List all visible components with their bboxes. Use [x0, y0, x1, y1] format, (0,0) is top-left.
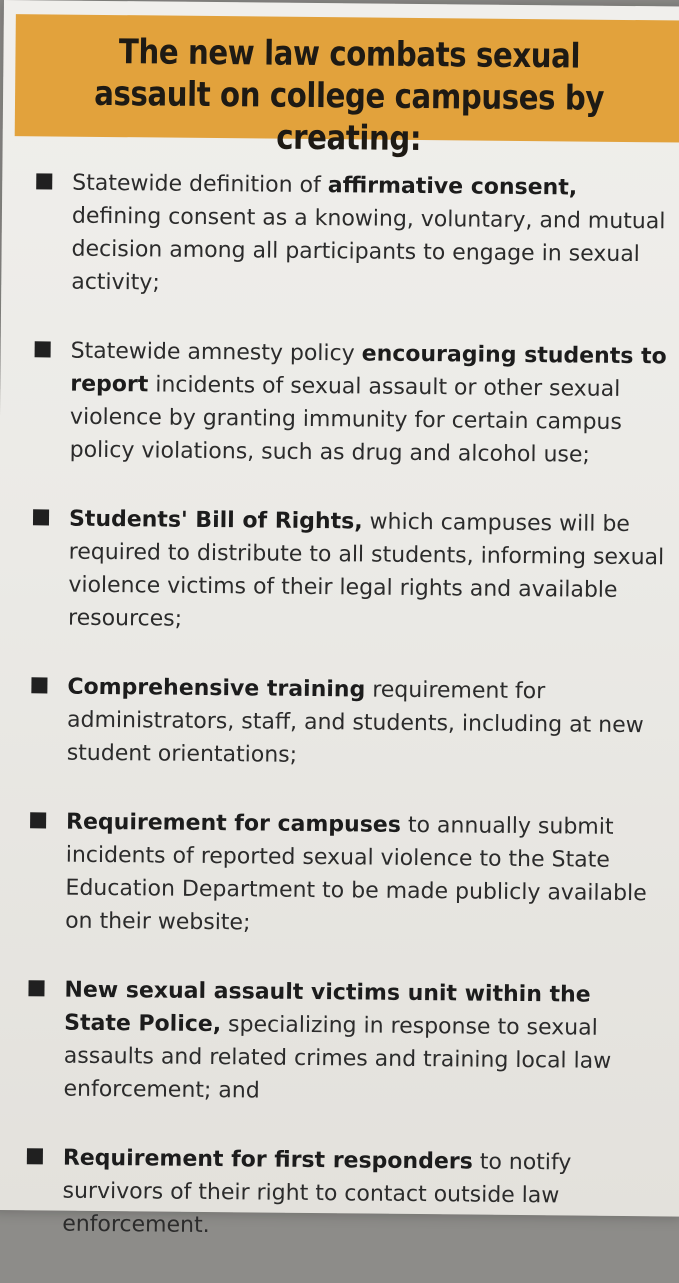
list-item [31, 166, 672, 304]
item-text-bold: Requirement for first responders [63, 1146, 473, 1175]
item-text-post: which campuses will be required to distribute to all students, informing sexual violence victims of their legal rights and available resources; [68, 509, 664, 631]
item-text-post: to annually submit incidents of reported sexual violence to the State Education Department to be made publicly available on their website; [65, 813, 647, 936]
list-item [30, 334, 671, 472]
list-item [28, 502, 669, 640]
item-text-post: to notify survivors of their right to contact outside law enforcement. [62, 1150, 571, 1238]
item-text-post: defining consent as a knowing, voluntary, and mutual decision among all participants to engage in sexual activity; [71, 204, 665, 296]
provisions-list [22, 166, 673, 1282]
item-text-bold: Students' Bill of Rights, [69, 507, 363, 535]
item-text-post: incidents of sexual assault or other sexual violence by granting immunity for certain campus policy violations, such as drug and alcohol use; [70, 372, 622, 467]
square-bullet-icon [36, 173, 52, 189]
square-bullet-icon [31, 677, 47, 693]
list-item [23, 973, 664, 1111]
list-item [27, 670, 668, 775]
item-text-post: specializing in response to sexual assaults and related crimes and training local law enforcement; and [63, 1012, 611, 1103]
square-bullet-icon [30, 812, 46, 828]
header-banner [15, 14, 679, 142]
item-text-bold: encouraging students to report [70, 341, 667, 397]
square-bullet-icon [27, 1148, 43, 1164]
item-text-pre: Statewide amnesty policy [71, 339, 362, 367]
square-bullet-icon [33, 509, 49, 525]
item-text-bold: Comprehensive training [67, 675, 365, 703]
list-item [25, 805, 666, 943]
page-title: The new law combats sexual assault on college campuses by creating: [61, 31, 637, 163]
list-item [22, 1141, 663, 1246]
item-text-post: requirement for administrators, staff, and students, including at new student orientations; [67, 678, 644, 768]
item-text-bold: affirmative consent, [328, 173, 578, 200]
square-bullet-icon [28, 980, 44, 996]
item-text-bold: New sexual assault victims unit within the State Police, [64, 978, 591, 1038]
item-text-bold: Requirement for campuses [66, 810, 401, 838]
square-bullet-icon [35, 341, 51, 357]
item-text-pre: Statewide definition of [72, 171, 328, 198]
